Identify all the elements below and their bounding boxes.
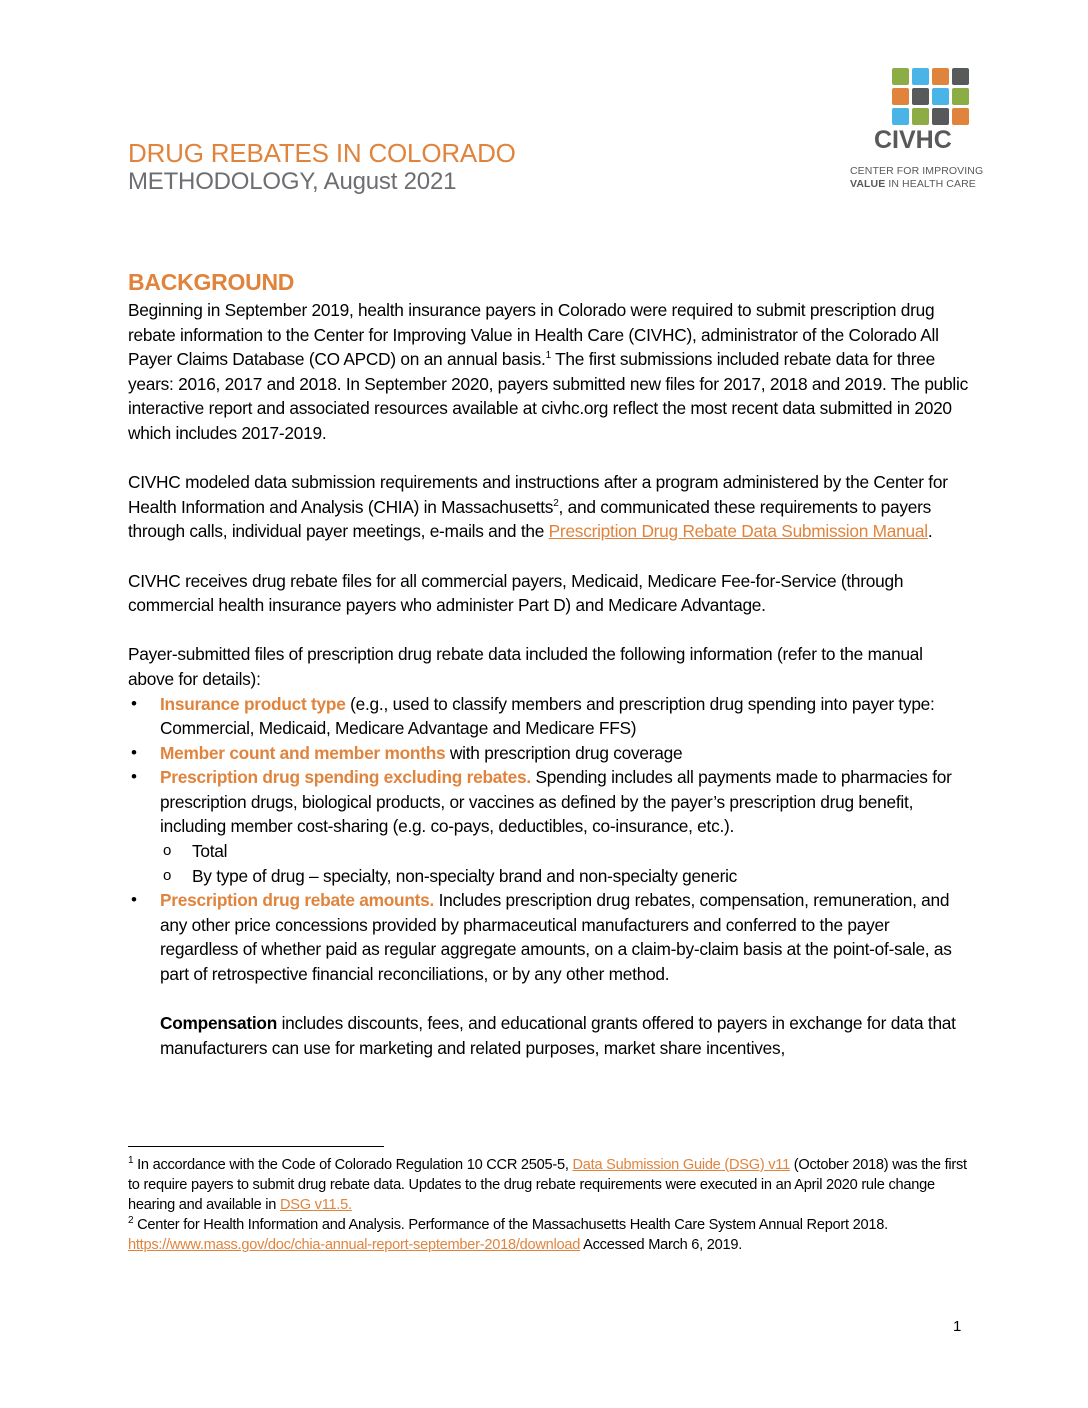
paragraph-chia: CIVHC modeled data submission requirements and instructions after a program administered by the Center for Health Information and Analysis (CHIA) in Massachusetts$^2$, and communicated these requirements to payers through calls, individual payer meetings, e-mails and the Prescription Drug Rebate Data Submission Manual. [128, 472, 948, 542]
list-item: • Prescription drug rebate amounts. Includes prescription drug rebates, compensation, remuneration, and any other price concessions provided by pharmaceutical manufacturers and conferred to the payer regardless of whether paid as regular aggregate amounts, on a claim-by-claim basis at the point-of-sale, as part of retrospective financial reconciliations, or by any other method. [128, 888, 968, 986]
logo-tile [932, 68, 949, 85]
list-item: • Insurance product type (e.g., used to classify members and prescription drug spending into payer type: Commercial, Medicaid, Medicare Advantage and Medicare FFS) [128, 692, 968, 741]
logo-tagline: CENTER FOR IMPROVING VALUE IN HEALTH CARE [850, 165, 984, 190]
submission-manual-link[interactable]: Prescription Drug Rebate Data Submission Manual [548, 521, 928, 542]
logo-tile [912, 108, 929, 125]
dsg-v11-5-link[interactable]: DSG v11.5. [279, 1197, 352, 1213]
chia-report-link[interactable]: https://www.mass.gov/doc/chia-annual-report-september-2018/download [128, 1237, 581, 1253]
logo-tile [912, 68, 929, 85]
paragraph-payers: CIVHC receives drug rebate files for all commercial payers, Medicaid, Medicare Fee-for-Service (through commercial health insurance payers who administer Part D) and Medicare Advantage. [128, 570, 904, 616]
section-heading-background: BACKGROUND [128, 269, 295, 295]
logo-tile [952, 88, 969, 105]
info-bullet-list [128, 692, 968, 987]
sub-list-item: o By type of drug – specialty, non-specialty brand and non-specialty generic [160, 864, 968, 889]
dsg-v11-link[interactable]: Data Submission Guide (DSG) v11 [572, 1157, 790, 1173]
main-content [128, 266, 968, 1060]
paragraph-files: Payer-submitted files of prescription drug rebate data included the following information (refer to the manual above for details): [128, 644, 923, 689]
logo-tile [932, 88, 949, 105]
logo-tile [952, 68, 969, 85]
civhc-logo [838, 68, 988, 191]
logo-tile [892, 88, 909, 105]
logo-tile [952, 108, 969, 125]
list-item: • Member count and member months with prescription drug coverage [128, 741, 968, 766]
footnote-ref-1[interactable]: 1 [545, 350, 551, 362]
page-number: 1 [953, 1318, 962, 1335]
footnote-1: $^1$ In accordance with the Code of Colorado Regulation 10 CCR 2505-5, Data Submission Guide (DSG) v11 (October 2018) was the first to require payers to submit drug rebate data. Updates to the drug rebate requirements were executed in an April 2020 rule change hearing and available in DSG v11.5. [128, 1155, 967, 1213]
footnote-2: $^2$ Center for Health Information and Analysis. Performance of the Massachusetts Health Care System Annual Report 2018. https://www.mass.gov/doc/chia-annual-report-september-2018/download Accessed March 6, 2019. [128, 1215, 888, 1253]
footnote-separator [128, 1146, 384, 1147]
sub-list [128, 839, 968, 888]
logo-wordmark: CIVHC [874, 126, 952, 154]
logo-tile [912, 88, 929, 105]
footnote-ref-2[interactable]: 2 [553, 497, 559, 509]
logo-tile [932, 108, 949, 125]
paragraph-intro: Beginning in September 2019, health insurance payers in Colorado were required to submit prescription drug rebate information to the Center for Improving Value in Health Care (CIVHC), administrator of the Colorado All Payer Claims Database (CO APCD) on an annual basis.$^1$ The first submissions included rebate data for three years: 2016, 2017 and 2018. In September 2020, payers submitted new files for 2017, 2018 and 2019. The public interactive report and associated resources available at civhc.org reflect the most recent data submitted in 2020 which includes 2017-2019. [128, 300, 968, 443]
paragraph-compensation: Compensation includes discounts, fees, and educational grants offered to payers in exchange for data that manufacturers can use for marketing and related purposes, market share incentives, [160, 1013, 956, 1058]
footnotes [128, 1155, 968, 1255]
logo-tile [892, 68, 909, 85]
page-subtitle: METHODOLOGY, August 2021 [128, 168, 457, 195]
logo-tile [892, 108, 909, 125]
list-item: • Prescription drug spending excluding rebates. Spending includes all payments made to pharmacies for prescription drugs, biological products, or vaccines as defined by the payer’s prescription drug benefit, including member cost-sharing (e.g. co-pays, deductibles, co-insurance, etc.). o Total o By type of drug – specialty, non-specialty brand and non-specialty generic [128, 765, 968, 888]
sub-list-item: o Total [160, 839, 968, 864]
logo-grid-icon [892, 68, 972, 125]
page-title: DRUG REBATES IN COLORADO [128, 138, 516, 168]
